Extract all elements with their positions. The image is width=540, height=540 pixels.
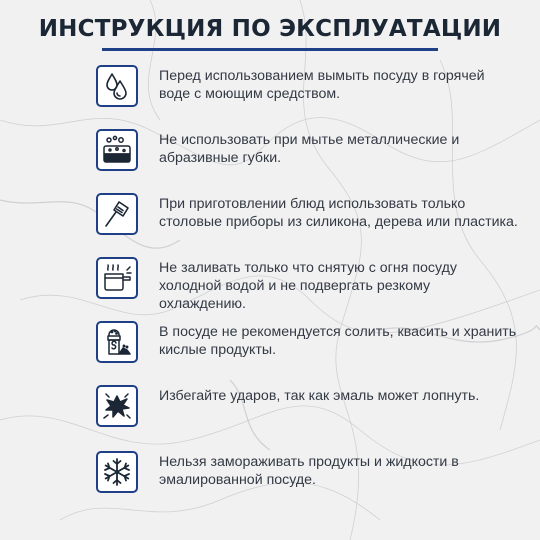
spatula-icon [96,193,138,235]
title-underline [102,48,438,51]
page-title: ИНСТРУКЦИЯ ПО ЭКСПЛУАТАЦИИ [38,16,502,42]
instruction-text: Не использовать при мытье металлические и абразивные губки. [159,132,460,166]
salt-shaker-icon [96,321,138,363]
snowflake-icon [96,451,138,493]
instruction-item-cooling [93,257,513,312]
instruction-text: Избегайте ударов, так как эмаль может лопнуть. [159,388,480,404]
instruction-text: В посуде не рекомендуется солить, квасить и хранить кислые продукты. [159,324,517,358]
instruction-item-acidic [93,321,517,371]
water-drops-icon [96,65,138,107]
instruction-item-freezing [93,451,513,501]
instruction-text: Нельзя замораживать продукты и жидкости в эмалированной посуде. [159,454,459,488]
instruction-item-utensils [93,193,518,243]
instruction-text: При приготовлении блюд использовать только столовые приборы из силикона, дерева или пластика. [159,196,518,230]
instruction-text: Не заливать только что снятую с огня посуду холодной водой и не подвергать резкому охлаждению. [159,260,457,312]
sponge-icon [96,129,138,171]
instruction-text: Перед использованием вымыть посуду в горячей воде с моющим средством. [159,68,485,102]
impact-icon [96,385,138,427]
hot-pot-icon [96,257,138,299]
instruction-item-impact [93,385,513,435]
instruction-item-wash [93,65,513,115]
instruction-item-sponge [93,129,513,179]
